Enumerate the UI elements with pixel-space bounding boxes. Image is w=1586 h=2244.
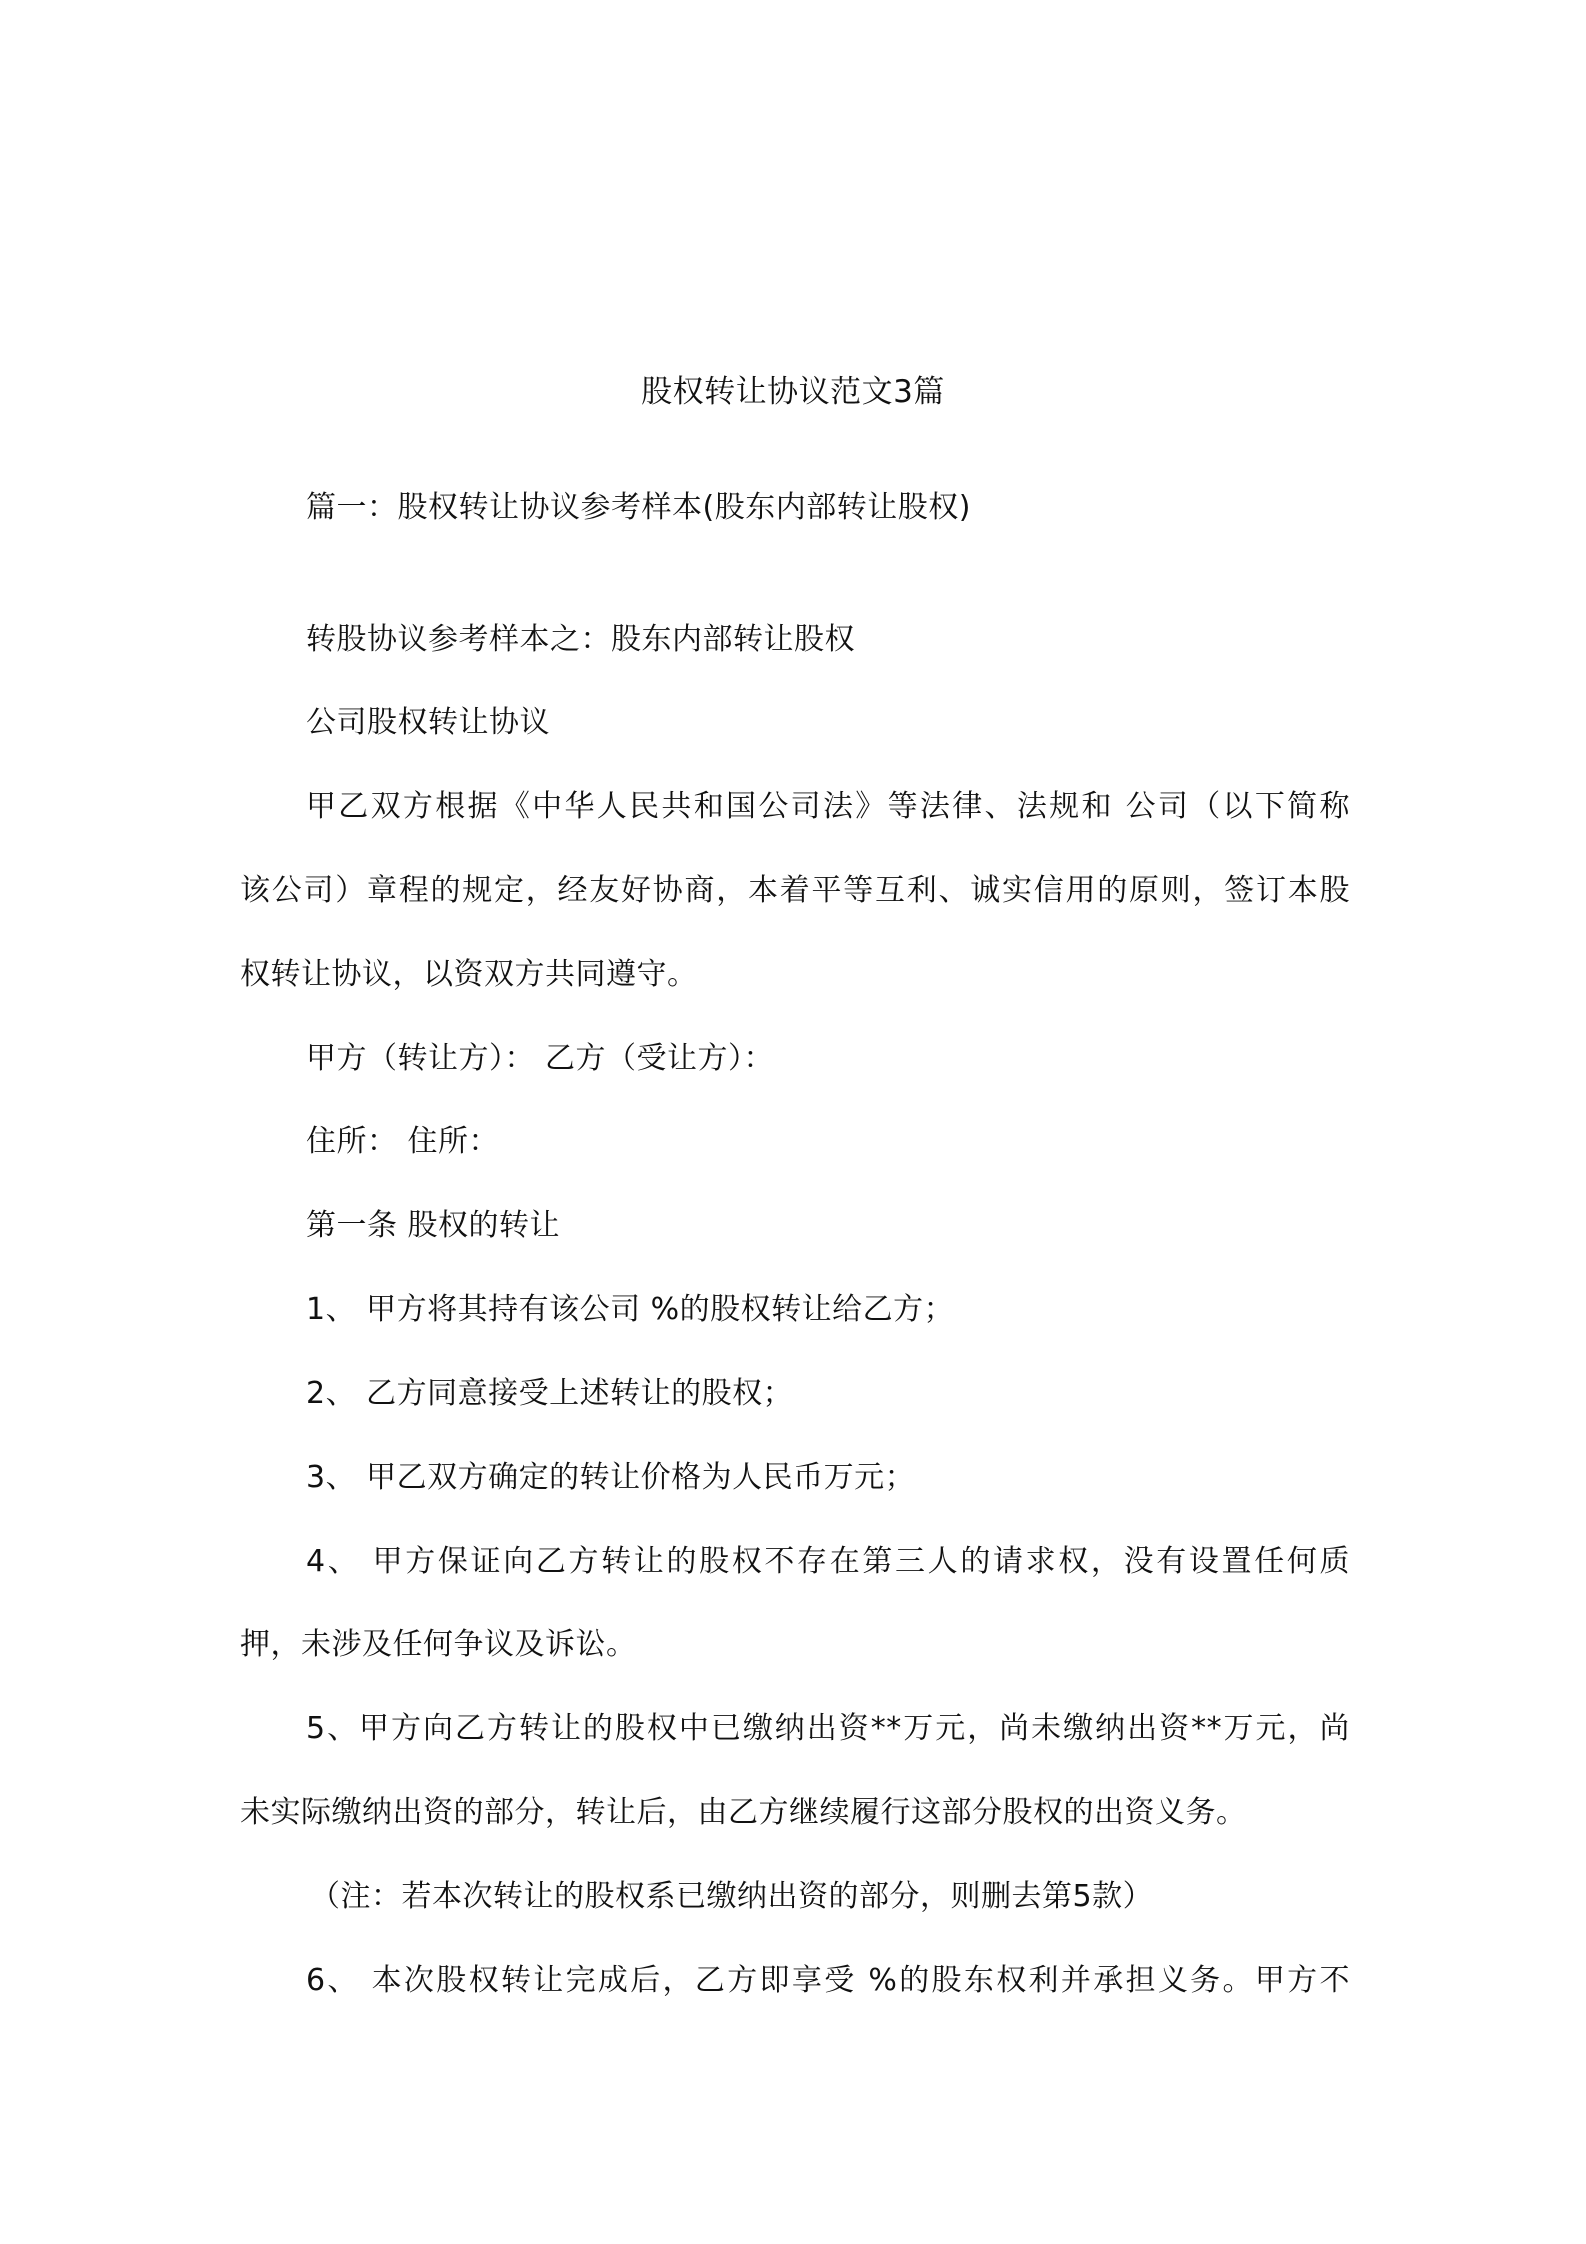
parties-line: 甲方（转让方）： 乙方（受让方）： <box>306 1041 775 1076</box>
addresses-line: 住所： 住所： <box>306 1124 500 1159</box>
intro-line-3: 权转让协议，以资双方共同遵守。 <box>240 957 698 992</box>
intro-line-2: 该公司）章程的规定，经友好协商，本着平等互利、诚实信用的原则，签订本股 <box>240 873 1350 908</box>
clause-3: 3、 甲乙双方确定的转让价格为人民币万元； <box>306 1460 916 1495</box>
clause-6-line-1: 6、 本次股权转让完成后，乙方即享受 %的股东权利并承担义务。甲方不 <box>306 1963 1350 1998</box>
section-heading: 篇一：股权转让协议参考样本(股东内部转让股权) <box>306 490 971 525</box>
clause-1: 1、 甲方将其持有该公司 %的股权转让给乙方； <box>306 1292 955 1327</box>
clause-5-note: （注：若本次转让的股权系已缴纳出资的部分，则删去第5款） <box>310 1879 1154 1914</box>
clause-4-line-1: 4、 甲方保证向乙方转让的股权不存在第三人的请求权，没有设置任何质 <box>306 1544 1350 1579</box>
clause-5-line-2: 未实际缴纳出资的部分，转让后，由乙方继续履行这部分股权的出资义务。 <box>240 1795 1247 1830</box>
subheading: 转股协议参考样本之：股东内部转让股权 <box>306 622 855 657</box>
agreement-title: 公司股权转让协议 <box>306 705 550 740</box>
document-title: 股权转让协议范文3篇 <box>641 374 945 410</box>
clause-4-line-2: 押，未涉及任何争议及诉讼。 <box>240 1627 637 1662</box>
article-1-heading: 第一条 股权的转让 <box>306 1208 561 1243</box>
clause-2: 2、 乙方同意接受上述转让的股权； <box>306 1376 794 1411</box>
intro-line-1: 甲乙双方根据《中华人民共和国公司法》等法律、法规和 公司（以下简称 <box>306 789 1350 824</box>
clause-5-line-1: 5、甲方向乙方转让的股权中已缴纳出资**万元，尚未缴纳出资**万元，尚 <box>306 1711 1350 1746</box>
